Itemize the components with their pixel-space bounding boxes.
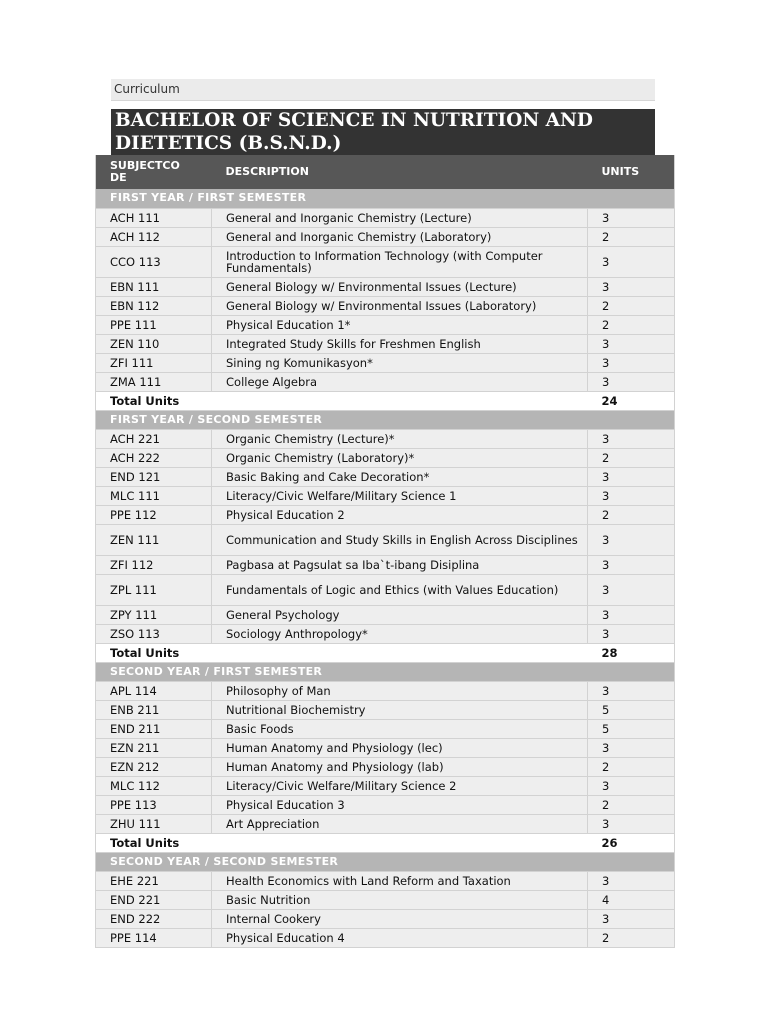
total-units-spacer <box>212 833 588 852</box>
table-row <box>96 486 675 505</box>
subject-code-cell: EHE 221 <box>96 871 212 890</box>
subject-code-cell: ACH 222 <box>96 448 212 467</box>
description-cell: Internal Cookery <box>212 909 588 928</box>
description-cell: Human Anatomy and Physiology (lab) <box>212 757 588 776</box>
description-cell: Basic Foods <box>212 719 588 738</box>
description-cell: Communication and Study Skills in English Across Disciplines <box>212 524 588 555</box>
section-header-row <box>96 410 675 429</box>
section-label: SECOND YEAR / FIRST SEMESTER <box>96 662 675 681</box>
description-cell: Basic Nutrition <box>212 890 588 909</box>
total-units-row <box>96 833 675 852</box>
total-units-spacer <box>212 391 588 410</box>
description-cell: Basic Baking and Cake Decoration* <box>212 467 588 486</box>
table-row <box>96 429 675 448</box>
subject-code-cell: END 121 <box>96 467 212 486</box>
subject-code-cell: END 222 <box>96 909 212 928</box>
units-cell: 4 <box>588 890 675 909</box>
subject-code-cell: EZN 211 <box>96 738 212 757</box>
units-cell: 3 <box>588 871 675 890</box>
table-row <box>96 738 675 757</box>
table-row <box>96 277 675 296</box>
curriculum-table <box>95 155 675 948</box>
table-row <box>96 624 675 643</box>
table-row <box>96 467 675 486</box>
units-cell: 3 <box>588 246 675 277</box>
subject-code-cell: ZSO 113 <box>96 624 212 643</box>
description-cell: General Biology w/ Environmental Issues (Laboratory) <box>212 296 588 315</box>
description-cell: Pagbasa at Pagsulat sa Iba`t-ibang Disiplina <box>212 555 588 574</box>
table-row <box>96 776 675 795</box>
units-cell: 2 <box>588 757 675 776</box>
subject-code-cell: ACH 221 <box>96 429 212 448</box>
subject-code-cell: MLC 111 <box>96 486 212 505</box>
total-units-row <box>96 391 675 410</box>
subject-code-cell: ACH 112 <box>96 227 212 246</box>
subject-code-cell: EBN 111 <box>96 277 212 296</box>
units-cell: 3 <box>588 277 675 296</box>
header-units: UNITS <box>588 155 675 189</box>
total-units-label: Total Units <box>96 391 212 410</box>
units-cell: 3 <box>588 353 675 372</box>
units-cell: 2 <box>588 296 675 315</box>
units-cell: 3 <box>588 814 675 833</box>
description-cell: Fundamentals of Logic and Ethics (with Values Education) <box>212 574 588 605</box>
section-label: SECOND YEAR / SECOND SEMESTER <box>96 852 675 871</box>
description-cell: Physical Education 4 <box>212 928 588 947</box>
section-header-row <box>96 189 675 208</box>
units-cell: 5 <box>588 700 675 719</box>
table-row <box>96 296 675 315</box>
table-row <box>96 871 675 890</box>
description-cell: Introduction to Information Technology (with Computer Fundamentals) <box>212 246 588 277</box>
units-cell: 3 <box>588 334 675 353</box>
total-units-value: 24 <box>588 391 675 410</box>
section-header-row <box>96 852 675 871</box>
units-cell: 3 <box>588 555 675 574</box>
table-row <box>96 353 675 372</box>
subject-code-cell: PPE 111 <box>96 315 212 334</box>
subject-code-cell: ZEN 111 <box>96 524 212 555</box>
table-header-row <box>96 155 675 189</box>
subject-code-cell: END 221 <box>96 890 212 909</box>
table-row <box>96 334 675 353</box>
subject-code-cell: APL 114 <box>96 681 212 700</box>
breadcrumb: Curriculum <box>111 79 655 101</box>
total-units-label: Total Units <box>96 643 212 662</box>
subject-code-cell: ZPY 111 <box>96 605 212 624</box>
subject-code-cell: ZHU 111 <box>96 814 212 833</box>
units-cell: 3 <box>588 605 675 624</box>
units-cell: 2 <box>588 505 675 524</box>
subject-code-cell: PPE 114 <box>96 928 212 947</box>
units-cell: 3 <box>588 467 675 486</box>
description-cell: General and Inorganic Chemistry (Laboratory) <box>212 227 588 246</box>
subject-code-cell: ACH 111 <box>96 208 212 227</box>
table-row <box>96 372 675 391</box>
description-cell: Nutritional Biochemistry <box>212 700 588 719</box>
total-units-row <box>96 643 675 662</box>
subject-code-cell: EBN 112 <box>96 296 212 315</box>
subject-code-cell: ENB 211 <box>96 700 212 719</box>
description-cell: Integrated Study Skills for Freshmen English <box>212 334 588 353</box>
subject-code-cell: MLC 112 <box>96 776 212 795</box>
units-cell: 3 <box>588 429 675 448</box>
subject-code-cell: EZN 212 <box>96 757 212 776</box>
table-row <box>96 227 675 246</box>
description-cell: General Biology w/ Environmental Issues (Lecture) <box>212 277 588 296</box>
units-cell: 3 <box>588 624 675 643</box>
table-row <box>96 757 675 776</box>
table-row <box>96 928 675 947</box>
table-row <box>96 246 675 277</box>
units-cell: 2 <box>588 315 675 334</box>
description-cell: Physical Education 2 <box>212 505 588 524</box>
description-cell: General and Inorganic Chemistry (Lecture) <box>212 208 588 227</box>
description-cell: Organic Chemistry (Laboratory)* <box>212 448 588 467</box>
table-row <box>96 555 675 574</box>
total-units-value: 28 <box>588 643 675 662</box>
units-cell: 2 <box>588 227 675 246</box>
description-cell: Organic Chemistry (Lecture)* <box>212 429 588 448</box>
table-row <box>96 719 675 738</box>
table-row <box>96 505 675 524</box>
units-cell: 3 <box>588 681 675 700</box>
subject-code-cell: PPE 112 <box>96 505 212 524</box>
page-title: BACHELOR OF SCIENCE IN NUTRITION AND DIETETICS (B.S.N.D.) <box>111 109 655 155</box>
header-code: SUBJECTCO DE <box>96 155 212 189</box>
description-cell: Physical Education 1* <box>212 315 588 334</box>
table-row <box>96 909 675 928</box>
description-cell: Literacy/Civic Welfare/Military Science 2 <box>212 776 588 795</box>
units-cell: 2 <box>588 928 675 947</box>
section-label: FIRST YEAR / FIRST SEMESTER <box>96 189 675 208</box>
description-cell: Philosophy of Man <box>212 681 588 700</box>
units-cell: 3 <box>588 776 675 795</box>
description-cell: Sining ng Komunikasyon* <box>212 353 588 372</box>
total-units-value: 26 <box>588 833 675 852</box>
subject-code-cell: END 211 <box>96 719 212 738</box>
total-units-spacer <box>212 643 588 662</box>
table-row <box>96 605 675 624</box>
total-units-label: Total Units <box>96 833 212 852</box>
description-cell: Health Economics with Land Reform and Taxation <box>212 871 588 890</box>
table-row <box>96 700 675 719</box>
units-cell: 3 <box>588 738 675 757</box>
table-row <box>96 208 675 227</box>
subject-code-cell: ZPL 111 <box>96 574 212 605</box>
subject-code-cell: ZFI 112 <box>96 555 212 574</box>
table-row <box>96 448 675 467</box>
table-row <box>96 681 675 700</box>
subject-code-cell: ZEN 110 <box>96 334 212 353</box>
description-cell: Art Appreciation <box>212 814 588 833</box>
table-row <box>96 315 675 334</box>
units-cell: 5 <box>588 719 675 738</box>
units-cell: 2 <box>588 448 675 467</box>
units-cell: 3 <box>588 372 675 391</box>
table-row <box>96 795 675 814</box>
table-row <box>96 890 675 909</box>
description-cell: Physical Education 3 <box>212 795 588 814</box>
units-cell: 3 <box>588 208 675 227</box>
subject-code-cell: ZFI 111 <box>96 353 212 372</box>
description-cell: College Algebra <box>212 372 588 391</box>
subject-code-cell: CCO 113 <box>96 246 212 277</box>
subject-code-cell: ZMA 111 <box>96 372 212 391</box>
header-description: DESCRIPTION <box>212 155 588 189</box>
table-row <box>96 524 675 555</box>
table-row <box>96 814 675 833</box>
description-cell: Literacy/Civic Welfare/Military Science 1 <box>212 486 588 505</box>
section-header-row <box>96 662 675 681</box>
description-cell: General Psychology <box>212 605 588 624</box>
subject-code-cell: PPE 113 <box>96 795 212 814</box>
units-cell: 3 <box>588 574 675 605</box>
description-cell: Sociology Anthropology* <box>212 624 588 643</box>
units-cell: 3 <box>588 486 675 505</box>
description-cell: Human Anatomy and Physiology (lec) <box>212 738 588 757</box>
units-cell: 3 <box>588 524 675 555</box>
table-row <box>96 574 675 605</box>
curriculum-table-container <box>95 155 674 948</box>
section-label: FIRST YEAR / SECOND SEMESTER <box>96 410 675 429</box>
units-cell: 2 <box>588 795 675 814</box>
units-cell: 3 <box>588 909 675 928</box>
